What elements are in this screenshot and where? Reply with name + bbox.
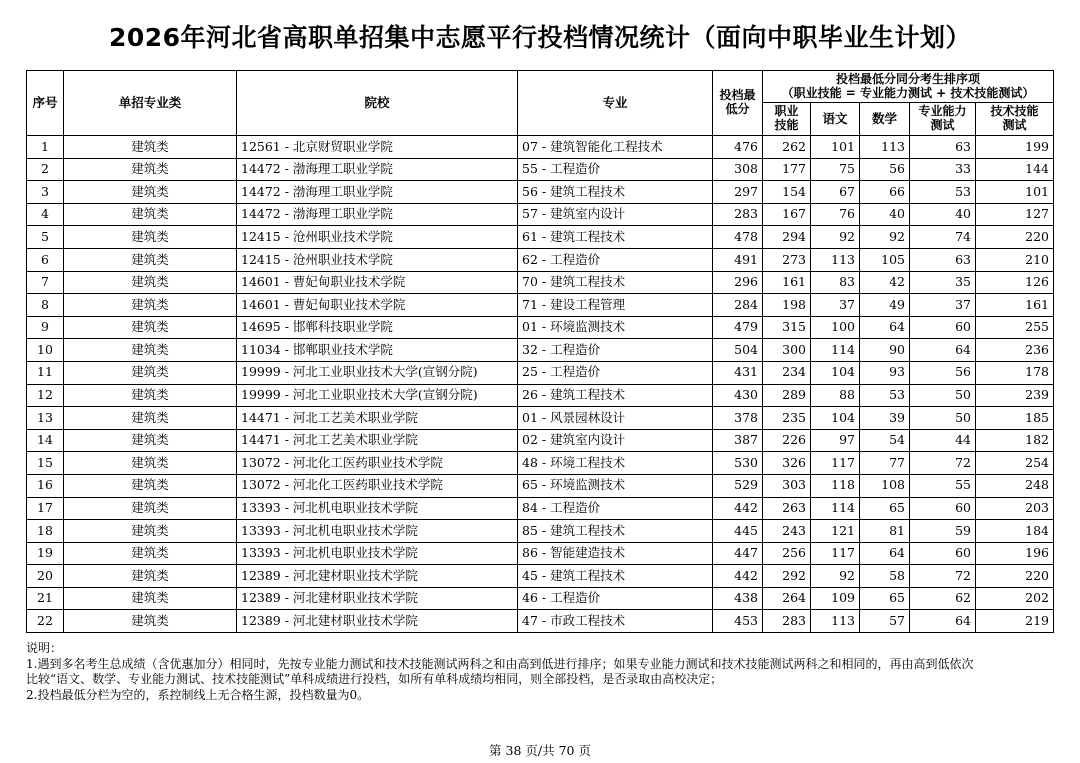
cell-chinese: 117 xyxy=(811,452,860,475)
cell-min-score: 530 xyxy=(713,452,763,475)
cell-math: 65 xyxy=(860,497,910,520)
cell-major: 02 - 建筑室内设计 xyxy=(518,429,713,452)
cell-major: 46 - 工程造价 xyxy=(518,587,713,610)
cell-tech-skill: 184 xyxy=(976,520,1054,543)
cell-school: 12415 - 沧州职业技术学院 xyxy=(237,226,518,249)
cell-vocational: 303 xyxy=(763,474,811,497)
cell-math: 40 xyxy=(860,203,910,226)
cell-prof-ability: 60 xyxy=(910,542,976,565)
cell-prof-ability: 72 xyxy=(910,452,976,475)
cell-major: 57 - 建筑室内设计 xyxy=(518,203,713,226)
cell-min-score: 431 xyxy=(713,361,763,384)
cell-chinese: 114 xyxy=(811,339,860,362)
cell-major: 01 - 风景园林设计 xyxy=(518,407,713,430)
cell-tech-skill: 254 xyxy=(976,452,1054,475)
cell-min-score: 438 xyxy=(713,587,763,610)
cell-chinese: 83 xyxy=(811,271,860,294)
cell-tech-skill: 144 xyxy=(976,158,1054,181)
cell-major: 84 - 工程造价 xyxy=(518,497,713,520)
cell-chinese: 118 xyxy=(811,474,860,497)
cell-vocational: 161 xyxy=(763,271,811,294)
table-row xyxy=(27,361,1054,384)
cell-chinese: 88 xyxy=(811,384,860,407)
cell-chinese: 75 xyxy=(811,158,860,181)
cell-major: 45 - 建筑工程技术 xyxy=(518,565,713,588)
cell-min-score: 453 xyxy=(713,610,763,633)
table-row xyxy=(27,474,1054,497)
cell-school: 14601 - 曹妃甸职业技术学院 xyxy=(237,271,518,294)
cell-tech-skill: 210 xyxy=(976,248,1054,271)
cell-tech-skill: 127 xyxy=(976,203,1054,226)
table-row xyxy=(27,407,1054,430)
cell-vocational: 264 xyxy=(763,587,811,610)
cell-school: 14471 - 河北工艺美术职业学院 xyxy=(237,407,518,430)
cell-math: 58 xyxy=(860,565,910,588)
cell-seq: 13 xyxy=(27,407,64,430)
cell-school: 12389 - 河北建材职业技术学院 xyxy=(237,587,518,610)
cell-category: 建筑类 xyxy=(64,587,237,610)
cell-math: 77 xyxy=(860,452,910,475)
cell-math: 64 xyxy=(860,316,910,339)
cell-min-score: 430 xyxy=(713,384,763,407)
cell-school: 14601 - 曹妃甸职业技术学院 xyxy=(237,294,518,317)
table-row xyxy=(27,203,1054,226)
cell-major: 61 - 建筑工程技术 xyxy=(518,226,713,249)
cell-tech-skill: 239 xyxy=(976,384,1054,407)
cell-min-score: 442 xyxy=(713,565,763,588)
cell-category: 建筑类 xyxy=(64,520,237,543)
cell-category: 建筑类 xyxy=(64,407,237,430)
cell-vocational: 243 xyxy=(763,520,811,543)
cell-math: 64 xyxy=(860,542,910,565)
header-category: 单招专业类 xyxy=(64,71,237,136)
cell-school: 11034 - 邯郸职业技术学院 xyxy=(237,339,518,362)
header-chinese: 语文 xyxy=(811,103,860,136)
cell-school: 13393 - 河北机电职业技术学院 xyxy=(237,497,518,520)
page-title: 2026年河北省高职单招集中志愿平行投档情况统计（面向中职毕业生计划） xyxy=(108,23,972,52)
cell-chinese: 113 xyxy=(811,610,860,633)
cell-seq: 15 xyxy=(27,452,64,475)
cell-major: 71 - 建设工程管理 xyxy=(518,294,713,317)
table-row xyxy=(27,136,1054,159)
cell-seq: 6 xyxy=(27,248,64,271)
table-row xyxy=(27,271,1054,294)
cell-vocational: 154 xyxy=(763,181,811,204)
table-body xyxy=(27,136,1054,633)
cell-category: 建筑类 xyxy=(64,271,237,294)
cell-math: 93 xyxy=(860,361,910,384)
cell-prof-ability: 33 xyxy=(910,158,976,181)
cell-category: 建筑类 xyxy=(64,452,237,475)
cell-category: 建筑类 xyxy=(64,474,237,497)
cell-school: 14472 - 渤海理工职业学院 xyxy=(237,203,518,226)
cell-vocational: 198 xyxy=(763,294,811,317)
cell-seq: 16 xyxy=(27,474,64,497)
cell-seq: 5 xyxy=(27,226,64,249)
cell-math: 92 xyxy=(860,226,910,249)
cell-prof-ability: 50 xyxy=(910,407,976,430)
cell-category: 建筑类 xyxy=(64,248,237,271)
cell-category: 建筑类 xyxy=(64,181,237,204)
cell-math: 113 xyxy=(860,136,910,159)
cell-major: 47 - 市政工程技术 xyxy=(518,610,713,633)
cell-seq: 17 xyxy=(27,497,64,520)
cell-tech-skill: 185 xyxy=(976,407,1054,430)
cell-min-score: 284 xyxy=(713,294,763,317)
cell-math: 42 xyxy=(860,271,910,294)
cell-chinese: 113 xyxy=(811,248,860,271)
admission-table xyxy=(26,70,1054,633)
cell-seq: 9 xyxy=(27,316,64,339)
table-row xyxy=(27,520,1054,543)
header-vocational xyxy=(763,103,811,136)
notes-line-1: 1.遇到多名考生总成绩（含优惠加分）相同时，先按专业能力测试和技术技能测试两科之和由高到低进行排序；如果专业能力测试和技术技能测试两科之和相同的，再由高到低依次 xyxy=(26,656,974,671)
cell-major: 01 - 环境监测技术 xyxy=(518,316,713,339)
cell-major: 70 - 建筑工程技术 xyxy=(518,271,713,294)
table-row xyxy=(27,429,1054,452)
cell-vocational: 283 xyxy=(763,610,811,633)
cell-tech-skill: 182 xyxy=(976,429,1054,452)
cell-school: 13072 - 河北化工医药职业技术学院 xyxy=(237,452,518,475)
table-row xyxy=(27,248,1054,271)
cell-category: 建筑类 xyxy=(64,565,237,588)
cell-category: 建筑类 xyxy=(64,497,237,520)
cell-category: 建筑类 xyxy=(64,542,237,565)
cell-min-score: 308 xyxy=(713,158,763,181)
cell-prof-ability: 59 xyxy=(910,520,976,543)
table-row xyxy=(27,497,1054,520)
table-row xyxy=(27,339,1054,362)
table-row xyxy=(27,226,1054,249)
cell-seq: 12 xyxy=(27,384,64,407)
header-seq: 序号 xyxy=(27,71,64,136)
cell-tech-skill: 236 xyxy=(976,339,1054,362)
cell-math: 105 xyxy=(860,248,910,271)
page-footer: 第 38 页/共 70 页 xyxy=(489,743,591,758)
cell-category: 建筑类 xyxy=(64,158,237,181)
cell-vocational: 177 xyxy=(763,158,811,181)
cell-major: 07 - 建筑智能化工程技术 xyxy=(518,136,713,159)
cell-school: 12415 - 沧州职业技术学院 xyxy=(237,248,518,271)
cell-min-score: 442 xyxy=(713,497,763,520)
cell-seq: 20 xyxy=(27,565,64,588)
cell-major: 25 - 工程造价 xyxy=(518,361,713,384)
notes-label: 说明： xyxy=(26,641,63,655)
cell-prof-ability: 63 xyxy=(910,248,976,271)
cell-seq: 14 xyxy=(27,429,64,452)
cell-category: 建筑类 xyxy=(64,136,237,159)
cell-school: 12561 - 北京财贸职业学院 xyxy=(237,136,518,159)
header-min-score xyxy=(713,71,763,136)
cell-school: 14695 - 邯郸科技职业学院 xyxy=(237,316,518,339)
table-row xyxy=(27,181,1054,204)
cell-math: 90 xyxy=(860,339,910,362)
cell-major: 55 - 工程造价 xyxy=(518,158,713,181)
cell-tech-skill: 203 xyxy=(976,497,1054,520)
header-tiebreak-title: 投档最低分同分考生排序项 xyxy=(835,71,980,86)
cell-prof-ability: 44 xyxy=(910,429,976,452)
cell-tech-skill: 220 xyxy=(976,565,1054,588)
notes-line-3: 2.投档最低分栏为空的，系控制线上无合格生源，投档数量为0。 xyxy=(26,687,370,702)
cell-chinese: 104 xyxy=(811,361,860,384)
cell-math: 65 xyxy=(860,587,910,610)
cell-school: 12389 - 河北建材职业技术学院 xyxy=(237,565,518,588)
cell-prof-ability: 74 xyxy=(910,226,976,249)
cell-min-score: 504 xyxy=(713,339,763,362)
header-tiebreak-group xyxy=(763,71,1054,103)
table-row xyxy=(27,565,1054,588)
header-prof-ability xyxy=(910,103,976,136)
cell-min-score: 283 xyxy=(713,203,763,226)
cell-category: 建筑类 xyxy=(64,339,237,362)
cell-vocational: 289 xyxy=(763,384,811,407)
cell-category: 建筑类 xyxy=(64,226,237,249)
cell-prof-ability: 55 xyxy=(910,474,976,497)
header-tech-skill xyxy=(976,103,1054,136)
table-row xyxy=(27,452,1054,475)
cell-min-score: 378 xyxy=(713,407,763,430)
cell-vocational: 315 xyxy=(763,316,811,339)
cell-school: 14472 - 渤海理工职业学院 xyxy=(237,181,518,204)
cell-chinese: 92 xyxy=(811,226,860,249)
cell-tech-skill: 161 xyxy=(976,294,1054,317)
table-row xyxy=(27,316,1054,339)
cell-seq: 21 xyxy=(27,587,64,610)
cell-seq: 7 xyxy=(27,271,64,294)
cell-math: 39 xyxy=(860,407,910,430)
cell-chinese: 104 xyxy=(811,407,860,430)
cell-category: 建筑类 xyxy=(64,203,237,226)
cell-prof-ability: 56 xyxy=(910,361,976,384)
cell-chinese: 109 xyxy=(811,587,860,610)
notes xyxy=(26,641,1066,703)
cell-school: 12389 - 河北建材职业技术学院 xyxy=(237,610,518,633)
cell-math: 49 xyxy=(860,294,910,317)
cell-vocational: 300 xyxy=(763,339,811,362)
cell-tech-skill: 178 xyxy=(976,361,1054,384)
cell-major: 86 - 智能建造技术 xyxy=(518,542,713,565)
cell-math: 57 xyxy=(860,610,910,633)
cell-min-score: 479 xyxy=(713,316,763,339)
cell-category: 建筑类 xyxy=(64,429,237,452)
cell-prof-ability: 60 xyxy=(910,316,976,339)
cell-vocational: 262 xyxy=(763,136,811,159)
cell-min-score: 387 xyxy=(713,429,763,452)
cell-school: 19999 - 河北工业职业技术大学(宣钢分院) xyxy=(237,384,518,407)
cell-seq: 3 xyxy=(27,181,64,204)
cell-vocational: 326 xyxy=(763,452,811,475)
cell-vocational: 294 xyxy=(763,226,811,249)
cell-vocational: 273 xyxy=(763,248,811,271)
cell-category: 建筑类 xyxy=(64,384,237,407)
cell-chinese: 76 xyxy=(811,203,860,226)
header-vocational-label: 职业技能 xyxy=(774,104,799,132)
cell-math: 54 xyxy=(860,429,910,452)
table-row xyxy=(27,542,1054,565)
cell-prof-ability: 62 xyxy=(910,587,976,610)
cell-chinese: 67 xyxy=(811,181,860,204)
cell-seq: 10 xyxy=(27,339,64,362)
header-tiebreak-formula: （职业技能 = 专业能力测试 + 技术技能测试） xyxy=(781,85,1035,100)
cell-major: 48 - 环境工程技术 xyxy=(518,452,713,475)
cell-school: 13393 - 河北机电职业技术学院 xyxy=(237,542,518,565)
cell-major: 26 - 建筑工程技术 xyxy=(518,384,713,407)
cell-chinese: 121 xyxy=(811,520,860,543)
cell-major: 56 - 建筑工程技术 xyxy=(518,181,713,204)
cell-chinese: 117 xyxy=(811,542,860,565)
cell-min-score: 529 xyxy=(713,474,763,497)
cell-category: 建筑类 xyxy=(64,294,237,317)
table-row xyxy=(27,587,1054,610)
cell-chinese: 100 xyxy=(811,316,860,339)
cell-math: 66 xyxy=(860,181,910,204)
cell-min-score: 491 xyxy=(713,248,763,271)
cell-tech-skill: 219 xyxy=(976,610,1054,633)
cell-min-score: 297 xyxy=(713,181,763,204)
cell-major: 85 - 建筑工程技术 xyxy=(518,520,713,543)
cell-seq: 11 xyxy=(27,361,64,384)
cell-school: 14471 - 河北工艺美术职业学院 xyxy=(237,429,518,452)
cell-prof-ability: 60 xyxy=(910,497,976,520)
cell-math: 53 xyxy=(860,384,910,407)
cell-major: 62 - 工程造价 xyxy=(518,248,713,271)
cell-math: 81 xyxy=(860,520,910,543)
cell-prof-ability: 72 xyxy=(910,565,976,588)
cell-min-score: 447 xyxy=(713,542,763,565)
cell-vocational: 167 xyxy=(763,203,811,226)
cell-chinese: 101 xyxy=(811,136,860,159)
header-school: 院校 xyxy=(237,71,518,136)
cell-vocational: 263 xyxy=(763,497,811,520)
cell-vocational: 292 xyxy=(763,565,811,588)
cell-seq: 22 xyxy=(27,610,64,633)
cell-school: 14472 - 渤海理工职业学院 xyxy=(237,158,518,181)
cell-seq: 1 xyxy=(27,136,64,159)
cell-vocational: 235 xyxy=(763,407,811,430)
header-min-score-label: 投档最低分 xyxy=(719,88,756,116)
cell-chinese: 37 xyxy=(811,294,860,317)
cell-seq: 19 xyxy=(27,542,64,565)
cell-tech-skill: 101 xyxy=(976,181,1054,204)
cell-math: 56 xyxy=(860,158,910,181)
cell-major: 65 - 环境监测技术 xyxy=(518,474,713,497)
header-major: 专业 xyxy=(518,71,713,136)
cell-prof-ability: 64 xyxy=(910,339,976,362)
notes-line-2: 比较“语文、数学、专业能力测试、技术技能测试”单科成绩进行投档，如所有单科成绩均相同，则全部投档，是否录取由高校决定； xyxy=(26,672,723,686)
cell-min-score: 476 xyxy=(713,136,763,159)
cell-tech-skill: 126 xyxy=(976,271,1054,294)
cell-school: 13393 - 河北机电职业技术学院 xyxy=(237,520,518,543)
cell-category: 建筑类 xyxy=(64,361,237,384)
cell-category: 建筑类 xyxy=(64,610,237,633)
cell-prof-ability: 63 xyxy=(910,136,976,159)
cell-min-score: 445 xyxy=(713,520,763,543)
cell-math: 108 xyxy=(860,474,910,497)
cell-chinese: 97 xyxy=(811,429,860,452)
cell-prof-ability: 40 xyxy=(910,203,976,226)
table-row xyxy=(27,384,1054,407)
cell-category: 建筑类 xyxy=(64,316,237,339)
cell-prof-ability: 53 xyxy=(910,181,976,204)
table-row xyxy=(27,158,1054,181)
cell-prof-ability: 50 xyxy=(910,384,976,407)
cell-min-score: 296 xyxy=(713,271,763,294)
cell-prof-ability: 64 xyxy=(910,610,976,633)
header-tech-skill-label: 技术技能测试 xyxy=(990,104,1039,132)
cell-vocational: 226 xyxy=(763,429,811,452)
cell-tech-skill: 196 xyxy=(976,542,1054,565)
cell-school: 13072 - 河北化工医药职业技术学院 xyxy=(237,474,518,497)
cell-prof-ability: 37 xyxy=(910,294,976,317)
cell-tech-skill: 255 xyxy=(976,316,1054,339)
table-row xyxy=(27,294,1054,317)
cell-chinese: 114 xyxy=(811,497,860,520)
cell-chinese: 92 xyxy=(811,565,860,588)
cell-seq: 4 xyxy=(27,203,64,226)
cell-tech-skill: 220 xyxy=(976,226,1054,249)
cell-seq: 18 xyxy=(27,520,64,543)
cell-prof-ability: 35 xyxy=(910,271,976,294)
cell-min-score: 478 xyxy=(713,226,763,249)
cell-vocational: 256 xyxy=(763,542,811,565)
cell-vocational: 234 xyxy=(763,361,811,384)
cell-seq: 8 xyxy=(27,294,64,317)
cell-school: 19999 - 河北工业职业技术大学(宣钢分院) xyxy=(237,361,518,384)
cell-seq: 2 xyxy=(27,158,64,181)
cell-tech-skill: 202 xyxy=(976,587,1054,610)
cell-tech-skill: 248 xyxy=(976,474,1054,497)
header-prof-ability-label: 专业能力测试 xyxy=(918,104,967,132)
header-math: 数学 xyxy=(860,103,910,136)
cell-major: 32 - 工程造价 xyxy=(518,339,713,362)
table-row xyxy=(27,610,1054,633)
cell-tech-skill: 199 xyxy=(976,136,1054,159)
